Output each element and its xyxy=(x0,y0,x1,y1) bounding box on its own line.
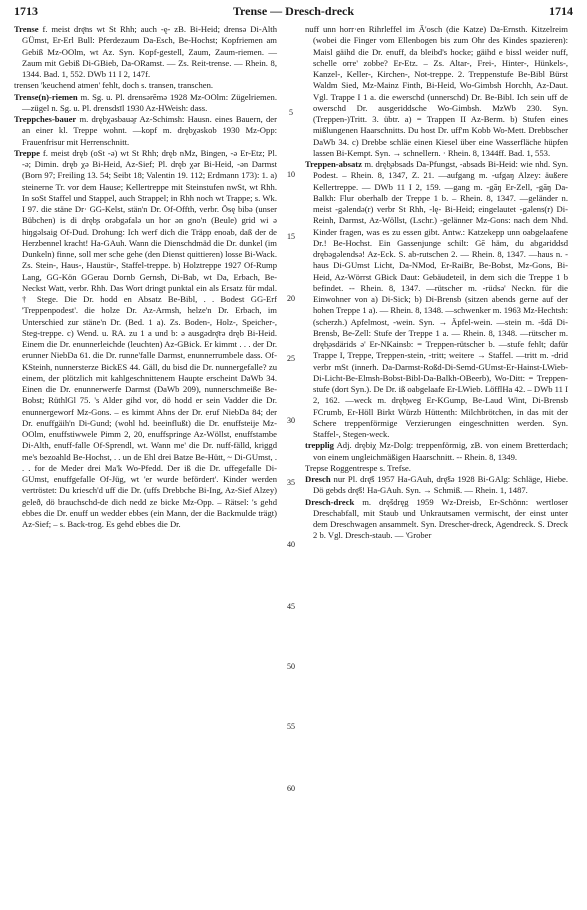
headword: trepplig xyxy=(305,440,334,451)
entry-dresch-dreck xyxy=(305,497,568,542)
entry-dresch xyxy=(305,474,568,497)
line-number: 10 xyxy=(287,170,295,179)
line-number: 55 xyxy=(287,722,295,731)
entry-text: f. meist drę̄ns wt St Rhh; auch -ę- zB. Bi-Heid; drensə Di-Alth GÜmst, Er-Erl Bull: Pferdezaum Da-Esch, Be-Hochst; Kopfriemen am Gebiß Mz-OOlm, wt Az. Syn. Kopf-gestell, Zaum, Zaum-riemen. — Zaum mit Gebiß Di-GBieb, Da-ORamst. — Zs. Reit-trense. — Rhein. 8, 1344. Bad. 1, 552. DWb 11 I 2, 147f. xyxy=(22,24,277,79)
line-number: 35 xyxy=(287,478,295,487)
headword: Trense xyxy=(14,24,39,34)
entry-text: Trepse Roggentrespe s. Trefse. xyxy=(305,462,411,473)
entry-text: trensen 'keuchend atmen' fehlt, doch s. transen, transchen. xyxy=(14,80,214,91)
entry-text: m. drębχəsbauə̯r Az-Schimsh: Hausn. eines Bauern, der an einer kl. Treppe wohnt. —kopf m. drębχəskob 1930 Mz-Opp: Frauenfrisur mit Herrenschnitt. xyxy=(22,114,277,147)
entry-trepse xyxy=(305,463,568,474)
right-column xyxy=(305,24,568,542)
running-title: Trense — Dresch-dreck xyxy=(232,4,355,18)
headword: Treppe xyxy=(14,147,40,158)
line-number: 25 xyxy=(287,354,295,363)
line-number: 15 xyxy=(287,232,295,241)
entry-text: m. Sg. u. Pl. drensərēmə 1928 Mz-OOlm: Zügelriemen. —zügel n. Sg. u. Pl. drensdsīl 1930 Az-HWeish: dass. xyxy=(22,91,277,113)
headword: Dresch-dreck xyxy=(305,496,355,507)
entry-trense-riemen xyxy=(14,92,277,115)
entry-text: m. dręb̥əbsads Da-Pfungst, -absads Bi-Heid: wie nhd. Syn. Podest. – Rhein. 8, 1347, Z. 21. —aufgang m. -ufgaŋ Alzey: äußere Kellertreppe. — DWb 11 I 2, 159. —gang m. -gāŋ Er-Zell, -gāŋ Da-Balkh: Flur oberhalb der Treppe 1 b. – Rhein. 8, 1347. —geländer n. meist -gəlendə(r) verbr St Rhh, -lę- Bi-Heid; eingelautet -gəlens(r) Di-Reinh, Darmst, Az-Wöllst, (Lschr.) -gelänner Mz-Gons: nach dem Nhd. Kinder fragen, was es zu essen gibt. Antw.: Katzekepp unn oabgelaafene Dr.! Be-Hochst. Ein Gassenjunge schilt: Gē häm, du abgəriddsd drębəgəlendsə! Az-Eck. S. ab-rutschen 2. — Rhein. 8, 1347. —haus n. -haus Di-GUmst Licht, Da-NMod, Er-RaiBr, Be-Bobst, Mz-Gons, Bi-Heid, Az-Wörrst GBick Daut: Gebäudeteil, in dem sich die Treppe 1 b befindet. -- Rhein. 8, 1347. —rütscher m. -rüdsə' Neckn. für die Einwohner von a) Di-Sick; b) Di-Brensb (sitzen abends gerne auf der hohen Treppe 1 a). — Rhein. 8, 1348. —schwenker m. 1963 Mz-Hechtsh: (scherzh.) Apfelmost, -wein. Syn. → Äpfel-wein. —stein m. -šdā Di-Brensb, Be-Zell: Stufe der Treppe 1 a. — Rhein. 8, 1348. —rütscher m. dręb̥əsdärids ə' Er-NKainsb: = Treppen-rütscher b. —stufe fehlt; dafür Trappe I, Treppe, Treppen-stein, -tritt; weitere → Staffel. —tritt m. -drid verbr mSt (innerh. Da-Darmst-Roßd-Di-Semd-GUmst-Er-Hainst-LWieb-Di-Licht-Be-Elmsh-Bobst-Bibl-Da-Balkh-OBeerb), Wo-Ditt: = Treppen-stufe (dort Syn.). De Dr. iß oabgelaafe Er-LWieb. LöfflHa 42. – DWb 11 I 2, 162. —weck m. dręb̥weg Er-KGump, Be-Laud Wint, Di-Brensb FCrumb, Er-Höll Birkt Würzb Hüttenth: Milchbrötchen, in das mit der Schere treppenförmige Verzierungen eingeschnitten werden. Syn. Staffel-, Stegen-weck. xyxy=(313,159,568,439)
entry-trepplig xyxy=(305,440,568,463)
entry-text: nuff unn horr·en Rihrleffel im Ā'osch (die Katze) Da-Ernsth. Kitzelreim (wobei die Finger vom Ellenbogen bis zum Ohr des Kindes spazieren): Maisl gäihd die Dr. enuff, da bleibd's hocke; gäihd e bissl weider nuff, schelle orre' zobbe? Er-Etz. – Zs. Altar-, Frei-, Hinter-, Hünkels-, Kanzel-, Keller-, Kirchen-, Not-treppe. 2. Treppenstufe Be-Bibl Bürst Waldm Sied, Mz-Mainz Finth, Bi-Heid, Wo-Gimbsh Horchh, Az-Daut. Vgl. Trappe I 1 a. die ewerschd (unnerschd) Dr. Be-Bibl. Ich sein uff de owerschd Dr. ausgeriddsche Wo-Gimbsh. MzWb 230. Syn. (Treppen-)Tritt. 3. übtr. a) = Trappen II Az-Berm. b) Stufen eines mißlungenen Haarschnitts. Du host Dr. uff'm Kobb Wo-Mett. Drebbscher DaWb 34. c) Drebbe schläe einen Kiesel über eine Wasserfläche hüpfen lassen Bi-Kempt. Syn. → schnellern. · Rhein. 8, 1344ff. Bad. 1, 553. xyxy=(305,24,568,158)
entry-treppen-absatz xyxy=(305,159,568,440)
line-number: 60 xyxy=(287,784,295,793)
line-number: 45 xyxy=(287,602,295,611)
headword: Treppen-absatz xyxy=(305,159,362,169)
entry-text: f. meist dręb (oSt -ə) wt St Rhh; dręb nMz, Bingen, -ə Er-Etz; Pl. -ə; Dimin. dręb χə Bi-Heid, Az-Sief; Pl. dręb χər Bi-Heid, -ən Darmst (Born 97; Freiling 13. 54; Seibt 18; Valentin 19. 112; Erdmann 173): 1. a) steinerne Tr. vor dem Hause; Kellertreppe mit Steinstufen nwSt, wt Rhh. In soSt Staffel und Stappel, auch Strappel; in Rhh noch wt Trappe; s. Wk. I 97. die stäne Dr· GG-Kelst, stän'n Dr. Of-Offth, verbr. Ösę bibə (unser Bübchen) is di dręb̥s orəbgəfalə un hor ən gno'n (Beule) grid wi ə hiŋgəlsaig Of-Dud. Drohung: Ich werf dich die Träpp enoab, daß der de Herzbennel kracht! Ha-GAuh. Wann die Dienschdmäd die Dr. dunkel (im Dunkeln) finne, soll mer sche gehe (den Dienst quittieren) losse Bi-Wack. Zs. Stein-, Haus-, Haustür-, Staffel-treppe. b) Holztreppe 1927 Of-Rump Lang, GG-Kön GGerau Dornb Gernsh, Di-Bab, wt Da, Erbach, Be-Neckst Watt, verbr. Rhh. Das Wort dringt punktal ein als Ersatz für mdal. † Stege. Die Dr. hodd en Absatz Be-Bibl, . . Bodest GG-Erf 'Treppenpodest'. die holze Dr. Az-Armsh, helze'n Dr. Erbach, im Unterschied zur stäne'n Dr. (Bed. 1 a). Zs. Boden-, Holz-, Speicher-, Steg-treppe. c) Wend. u. RA. zu 1 a und b: ə ausgədrę̄rə dręb Bi-Heid. Einem die Dr. enunnerleichde (leuchten) Az-GBick. Er kimmt . . . der Dr. erunner NiebDa 61. die Dr. runne'falle Darmst, enunnerrumbele dass. Of-KSteinh, nunnersterze BickES 44. Gäll, du bisd die Dr. nunnergefalle? zu einem, der plötzlich mit kahlgeschnittenem Haupte erscheint DaWb 34. Einen die Dr. enunnerwerfe Darmst (DaWb 209), nunnerschmeiße Be-Bobst; RüthlGl 75. 's Alder gihd vor, dö hodd er sein Vadder die Dr. enunnergeworf Mz-Gons. – es kimmt Ahns der Dr. eruf NiebDa 84; der Dr. enuffgäih'n Di-Gund; (wohl hd. beeinflußt) die Dr. enuffsteije Mz-OOlm, enuffstiwwele Pimm 2, 20, enuffspringe Az-Wöllst, enuffstambe Di-Alth, enuff-falle Of-Sprendl, wt. Wann me' die Dr. nuff-fälld, kriggd me's bezoahld Be-Hochst, . . un de Ehl drei Batze Be-Hütt, ~ Di-GUmst, . . . for de Meder drei Ma'k Wo-Pfedd. Der iß die Dr. uffegefalle Di-GUmst, enuffgefalle Of-Jüg, wt 'er wurde befördert'. Kinder werden vertröstet: Du kriesch'd uff die Dr. (uffs Drebbche Bi-Ing, Az-Sief Alzey) geleð, dö brauchschd-de dich nedd ze bicke Mz-Opp. – Rätsel: 's gehd ebbes die Dr. enuff un wedder ebbes (ein Mann, der die Backmulde trägt) Az-Sief; – s. Back-trog. Es gehd ebbes die Dr. xyxy=(22,147,277,529)
line-number: 20 xyxy=(287,294,295,303)
headword: Treppches-bauer xyxy=(14,114,77,124)
headword: Dresch xyxy=(305,474,331,484)
page-number-left: 1713 xyxy=(14,4,38,18)
headword: Trense(n)-riemen xyxy=(14,91,78,102)
line-number: 50 xyxy=(287,662,295,671)
line-number: 30 xyxy=(287,416,295,425)
entry-treppches-bauer xyxy=(14,114,277,148)
entry-trensen xyxy=(14,80,277,91)
entry-text: Adj. drębiχ Mz-Dolg: treppenförmig, zB. von einem Bretterdach; von einem ungleichmäßigen Haarschnitt. -- Rhein. 8, 1349. xyxy=(313,440,568,462)
page-number-right: 1714 xyxy=(549,4,573,18)
entry-trense xyxy=(14,24,277,80)
running-header xyxy=(14,4,573,20)
line-number: 40 xyxy=(287,540,295,549)
entry-text: m. dręšdręg 1959 Wz-Dreisb, Er-Schönn: wertloser Dreschabfall, mit Staub und Unkrautsamen vermischt, der einst unter dem Dreschwagen ansammelt. Syn. Drescher-dreck, Agendreck. S. Dreck 2 b. Vgl. Dresch-staub. — 'Grober xyxy=(313,496,568,541)
entry-treppe-continued xyxy=(305,24,568,159)
entry-treppe xyxy=(14,148,277,531)
entry-text: nur Pl. drę̄š 1957 Ha-GAuh, drę̄šə 1928 Bi-GAlg: Schläge, Hiebe. Dö gebds drę̄š! Ha-GAuh. Syn. → Schmiß. — Rhein. 1, 1487. xyxy=(313,474,568,496)
left-column xyxy=(14,24,277,530)
line-number: 5 xyxy=(289,108,293,117)
